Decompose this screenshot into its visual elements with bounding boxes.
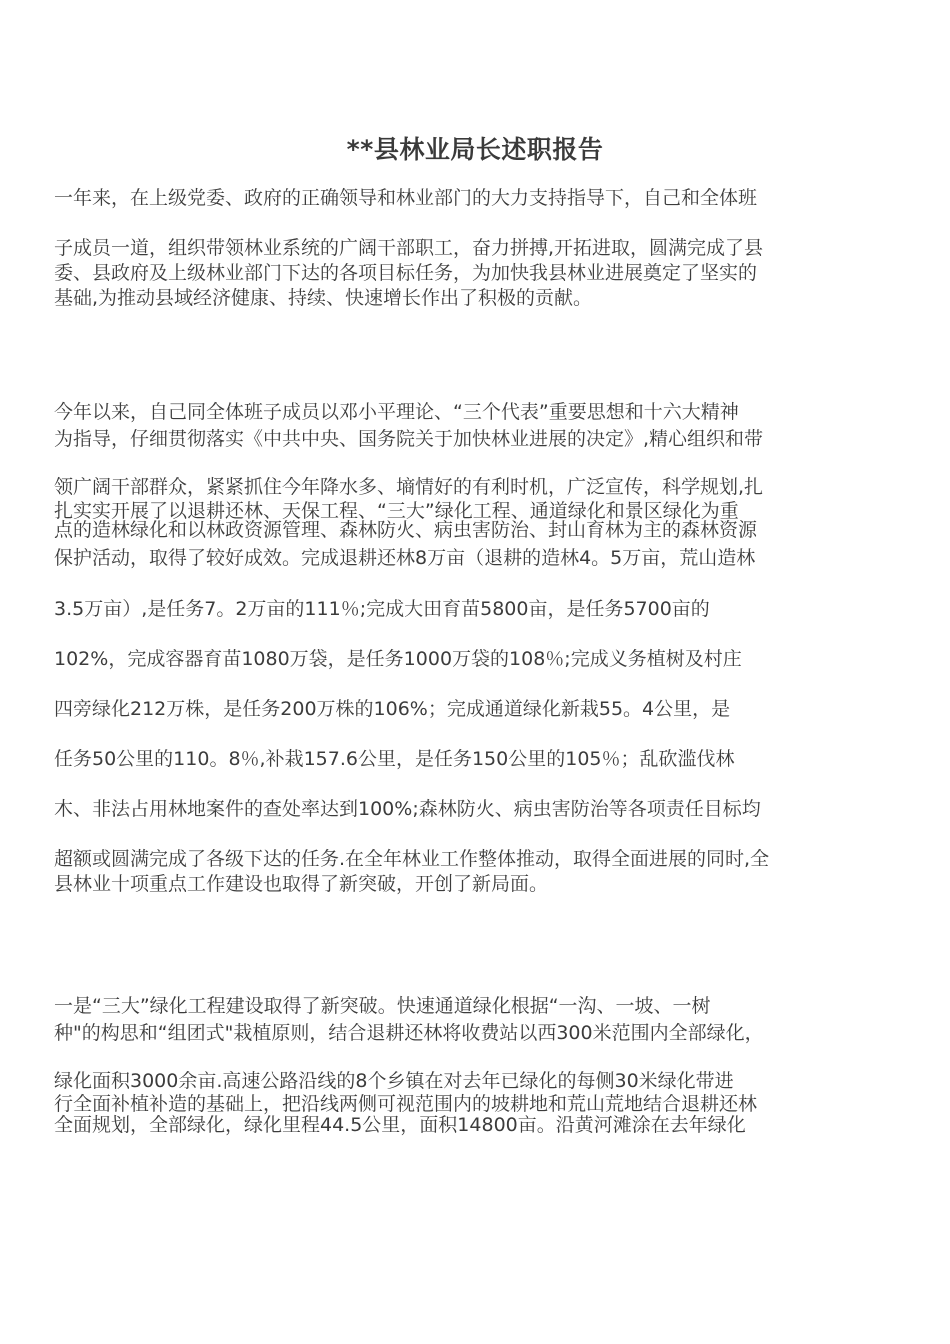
- text-line: 扎实实开展了以退耕还林、天保工程、“三大”绿化工程、通道绿化和景区绿化为重: [54, 500, 739, 522]
- paragraph-summary: [54, 400, 900, 895]
- text-line: 一年来，在上级党委、政府的正确领导和林业部门的大力支持指导下，自己和全体班: [54, 187, 758, 209]
- text-line: 保护活动，取得了较好成效。完成退耕还林8万亩（退耕的造林4。5万亩，荒山造林: [54, 547, 756, 569]
- text-line: 种"的构思和“组团式"栽植原则，结合退耕还林将收费站以西300米范围内全部绿化，: [54, 1022, 764, 1044]
- paragraph-greening: [54, 994, 900, 1136]
- text-line: 102%，完成容器育苗1080万袋，是任务1000万袋的108％;完成义务植树及村庄: [54, 648, 742, 670]
- text-line: 县林业十项重点工作建设也取得了新突破，开创了新局面。: [54, 873, 549, 895]
- text-line: 超额或圆满完成了各级下达的任务.在全年林业工作整体推动，取得全面进展的同时,全: [54, 848, 770, 870]
- text-line: 为指导，仔细贯彻落实《中共中央、国务院关于加快林业进展的决定》,精心组织和带: [54, 428, 764, 450]
- text-line: 行全面补植补造的基础上，把沿线两侧可视范围内的坡耕地和荒山荒地结合退耕还林: [54, 1093, 758, 1115]
- text-line: 全面规划，全部绿化，绿化里程44.5公里，面积14800亩。沿黄河滩涂在去年绿化: [54, 1114, 746, 1136]
- text-line: 任务50公里的110。8％,补栽157.6公里，是任务150公里的105％；乱砍滥伐林: [54, 748, 735, 770]
- text-line: 3.5万亩）,是任务7。2万亩的111％;完成大田育苗5800亩，是任务5700亩的: [54, 598, 710, 620]
- text-line: 点的造林绿化和以林政资源管理、森林防火、病虫害防治、封山育林为主的森林资源: [54, 519, 758, 541]
- text-line: 子成员一道，组织带领林业系统的广阔干部职工，奋力拼搏,开拓进取，圆满完成了县: [54, 237, 764, 259]
- paragraph-intro: [54, 186, 900, 309]
- document-title: **县林业局长述职报告: [346, 135, 604, 164]
- text-line: 领广阔干部群众，紧紧抓住今年降水多、墒情好的有利时机，广泛宣传，科学规划,扎: [54, 476, 764, 498]
- text-line: 一是“三大”绿化工程建设取得了新突破。快速通道绿化根据“一沟、一坡、一树: [54, 995, 711, 1017]
- text-line: 基础,为推动县域经济健康、持续、快速增长作出了积极的贡献。: [54, 287, 593, 309]
- text-line: 木、非法占用林地案件的查处率达到100%;森林防火、病虫害防治等各项责任目标均: [54, 798, 761, 820]
- text-line: 委、县政府及上级林业部门下达的各项目标任务，为加快我县林业进展奠定了坚实的: [54, 262, 758, 284]
- text-line: 四旁绿化212万株，是任务200万株的106%；完成通道绿化新栽55。4公里，是: [54, 698, 731, 720]
- text-line: 绿化面积3000余亩.高速公路沿线的8个乡镇在对去年已绿化的每侧30米绿化带进: [54, 1070, 734, 1092]
- text-line: 今年以来，自己同全体班子成员以邓小平理论、“三个代表”重要思想和十六大精神: [54, 401, 739, 423]
